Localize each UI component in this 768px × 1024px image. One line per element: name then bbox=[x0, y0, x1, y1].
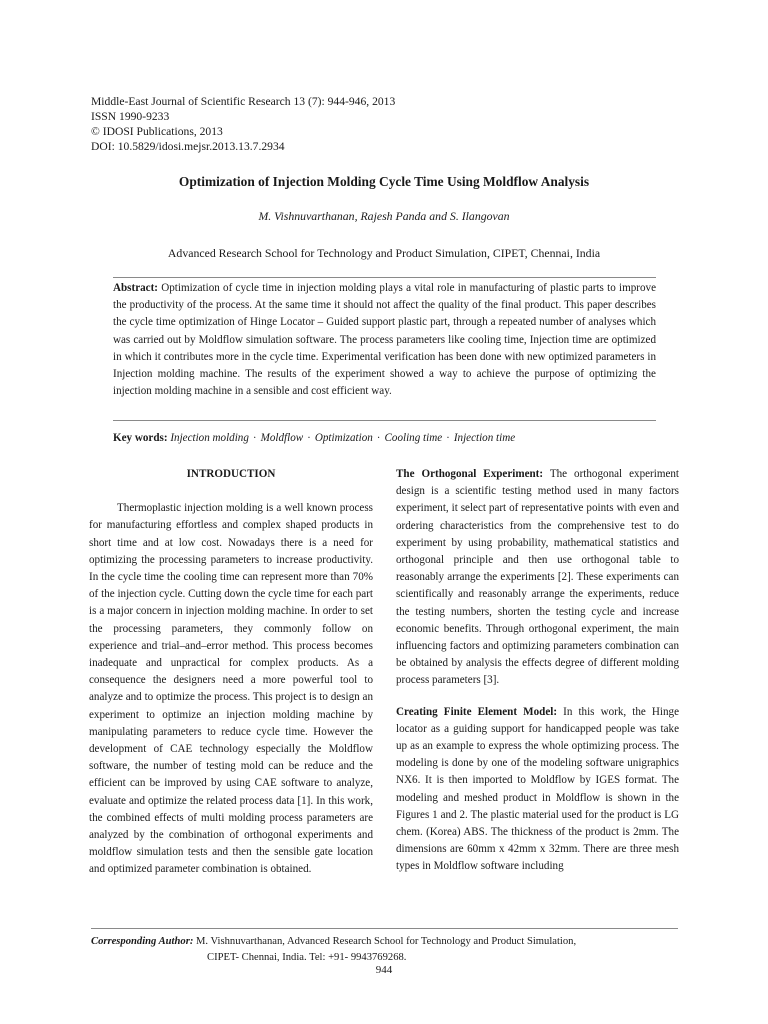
orthogonal-experiment-section bbox=[396, 466, 679, 690]
journal-header bbox=[91, 94, 395, 154]
keyword: Injection time bbox=[453, 432, 516, 444]
orthogonal-experiment-heading: The Orthogonal Experiment: bbox=[396, 468, 544, 480]
affiliation: Advanced Research School for Technology and Product Simulation, CIPET, Chennai, India bbox=[167, 246, 601, 260]
footer-rule bbox=[91, 928, 678, 929]
keyword-separator: · bbox=[446, 432, 450, 444]
left-column bbox=[89, 466, 373, 879]
abstract-bottom-rule bbox=[113, 420, 656, 421]
abstract-label: Abstract: bbox=[113, 282, 158, 294]
finite-element-heading: Creating Finite Element Model: bbox=[396, 705, 558, 718]
right-column bbox=[396, 466, 679, 876]
keyword: Injection molding bbox=[170, 432, 249, 444]
introduction-heading: INTRODUCTION bbox=[186, 468, 276, 480]
abstract-text: Optimization of cycle time in injection molding plays a vital role in manufacturing of plastic parts to improve the productivity of the process. At the same time it should not affect the quality of the final product. This paper describes the cycle time optimization of Hinge Locator – Guided support plastic part, through a repeated number of analyses which was carried out by Moldflow simulation software. The process parameters like cooling time, Injection time are optimized in which it contributes more in the cycle time. Experimental verification has been done with new optimized parameters in Injection molding machine. The results of the experiment showed a way to achieve the purpose of optimizing the injection molding machine in a sensible and cost efficient way. bbox=[113, 282, 656, 398]
keyword: Moldflow bbox=[260, 432, 304, 444]
footer-line-2: CIPET- Chennai, India. Tel: +91- 9943769268. bbox=[207, 952, 407, 963]
keyword-separator: · bbox=[252, 432, 257, 444]
authors: M. Vishnuvarthanan, Rajesh Panda and S. Ilangovan bbox=[258, 209, 510, 223]
footer-line-1 bbox=[91, 934, 691, 950]
keyword-separator: · bbox=[307, 432, 311, 444]
keywords bbox=[113, 432, 673, 444]
orthogonal-experiment-text: The orthogonal experiment design is a scientific testing method used in many factors experiment, it select part of representative points with even and ordering characteristics from the comprehensive test to do experiment by using probability, mathematical statistics and orthogonal principle and then use orthogonal table to reasonably arrange the experiments [2]. These experiments can scientifically and reasonably arrange the experiments, reduce the testing numbers, shorten the testing cycle and increase economic benefits. Through orthogonal experiment, the main influencing factors and optimizing parameters combination can be obtained by analysis the effects degree of different molding process parameters [3]. bbox=[396, 468, 679, 687]
doi: DOI: 10.5829/idosi.mejsr.2013.13.7.2934 bbox=[91, 140, 285, 153]
finite-element-text: In this work, the Hinge locator as a guiding support for handicapped people was take up as an example to express the whole optimizing process. The modeling is done by one of the modeling software unigraphics NX6. It is then imported to Moldflow by IGES format. The modeling and meshed product in Moldflow is shown in the Figures 1 and 2. The plastic material used for the product is LG chem. (Korea) ABS. The thickness of the product is 2mm. The dimensions are 60mm x 42mm x 32mm. There are three mesh types in Moldflow software including bbox=[396, 705, 679, 873]
keyword: Optimization bbox=[314, 432, 373, 444]
keyword: Cooling time bbox=[384, 432, 443, 444]
copyright: © IDOSI Publications, 2013 bbox=[91, 125, 223, 138]
footer-author: M. Vishnuvarthanan, Advanced Research School for Technology and Product Simulation, bbox=[196, 936, 577, 947]
abstract bbox=[113, 280, 656, 400]
paper-title: Optimization of Injection Molding Cycle Time Using Moldflow Analysis bbox=[178, 174, 590, 189]
corresponding-author bbox=[91, 934, 691, 966]
keywords-label: Key words: bbox=[113, 432, 168, 444]
journal-citation: Middle-East Journal of Scientific Research 13 (7): 944-946, 2013 bbox=[91, 95, 396, 108]
issn: ISSN 1990-9233 bbox=[91, 110, 170, 123]
page-number: 944 bbox=[375, 964, 393, 976]
introduction-paragraph: Thermoplastic injection molding is a well known process for manufacturing effortless and complex shaped products in short time and at low cost. Nowadays there is a need for optimizing the processing parameters to increase productivity. In the cycle time the cooling time can represent more than 70% of the injection cycle. Cutting down the cycle time for each part is a major concern in injection molding machine. In order to set the processing parameters, they commonly follow on experience and trial–and–error method. This process becomes inadequate and unpractical for complex products. As a consequence the designers need a more powerful tool to analyze and to optimize the process. This project is to design an experiment to optimize an injection molding machine by manipulating parameters to reduce cycle time. However the development of CAE technology especially the Moldflow software, the number of testing mold can be reduce and the efficient can be improved by using CAE software to analyze, evaluate and optimize the related process data [1]. In this work, the combined effects of multi molding process parameters are analyzed by the combination of orthogonal experiments and moldflow simulation tests and then the sensible gate location and optimized parameter combination is obtained. bbox=[89, 502, 373, 876]
finite-element-section bbox=[396, 704, 679, 876]
abstract-top-rule bbox=[113, 277, 656, 278]
keyword-separator: · bbox=[376, 432, 381, 444]
footer-label: Corresponding Author: bbox=[91, 936, 194, 947]
